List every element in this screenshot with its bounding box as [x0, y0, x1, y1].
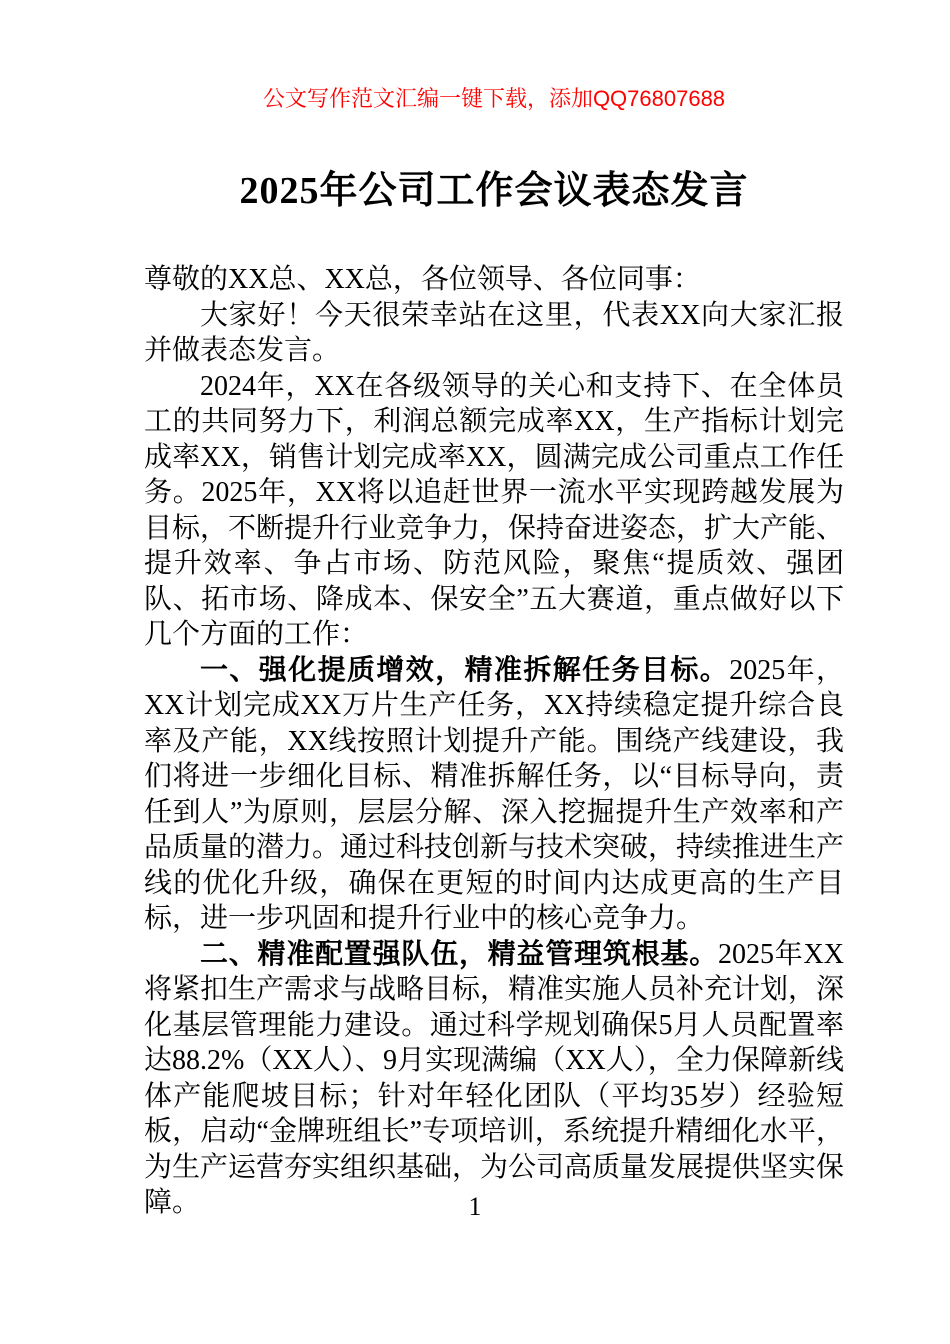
document-title: 2025年公司工作会议表态发言: [239, 170, 749, 212]
section-1-heading: 一、强化提质增效，精准拆解任务目标。: [200, 654, 730, 686]
section-2-paragraph: [144, 937, 844, 1221]
section-2-heading: 二、精准配置强队伍，精益管理筑根基。: [200, 938, 718, 970]
paragraph-text: 尊敬的XX总、XX总，各位领导、各位同事：: [144, 264, 701, 295]
document-body: [144, 262, 844, 1221]
salutation-paragraph: [144, 262, 844, 298]
notice-banner: 公文写作范文汇编一键下载，添加QQ76807688: [262, 86, 726, 111]
greeting-paragraph: [144, 298, 844, 369]
paragraph-text: 2025年XX将紧扣生产需求与战略目标，精准实施人员补充计划，深化基层管理能力建设。通过科学规划确保5月人员配置率达88.2%（XX人）、9月实现满编（XX人），全力保障新线体产能爬坡目标；针对年轻化团队（平均35岁）经验短板，启动“金牌班组长”专项培训，系统提升精细化水平，为生产运营夯实组织基础，为公司高质量发展提供坚实保障。: [144, 938, 845, 1218]
overview-paragraph: [144, 369, 844, 653]
paragraph-text: 大家好！今天很荣幸站在这里，代表XX向大家汇报并做表态发言。: [144, 299, 844, 366]
page-number: 1: [468, 1192, 482, 1221]
paragraph-text: 2025年，XX计划完成XX万片生产任务，XX持续稳定提升综合良率及产能，XX线按照计划提升产能。围绕产线建设，我们将进一步细化目标、精准拆解任务，以“目标导向，责任到人”为原则，层层分解、深入挖掘提升生产效率和产品质量的潜力。通过科技创新与技术突破，持续推进生产线的优化升级，确保在更短的时间内达成更高的生产目标，进一步巩固和提升行业中的核心竞争力。: [144, 654, 845, 934]
paragraph-text: 2024年，XX在各级领导的关心和支持下、在全体员工的共同努力下，利润总额完成率XX，生产指标计划完成率XX，销售计划完成率XX，圆满完成公司重点工作任务。2025年，XX将以追赶世界一流水平实现跨越发展为目标，不断提升行业竞争力，保持奋进姿态，扩大产能、提升效率、争占市场、防范风险，聚焦“提质效、强团队、拓市场、降成本、保安全”五大赛道，重点做好以下几个方面的工作：: [144, 370, 845, 650]
section-1-paragraph: [144, 653, 844, 937]
